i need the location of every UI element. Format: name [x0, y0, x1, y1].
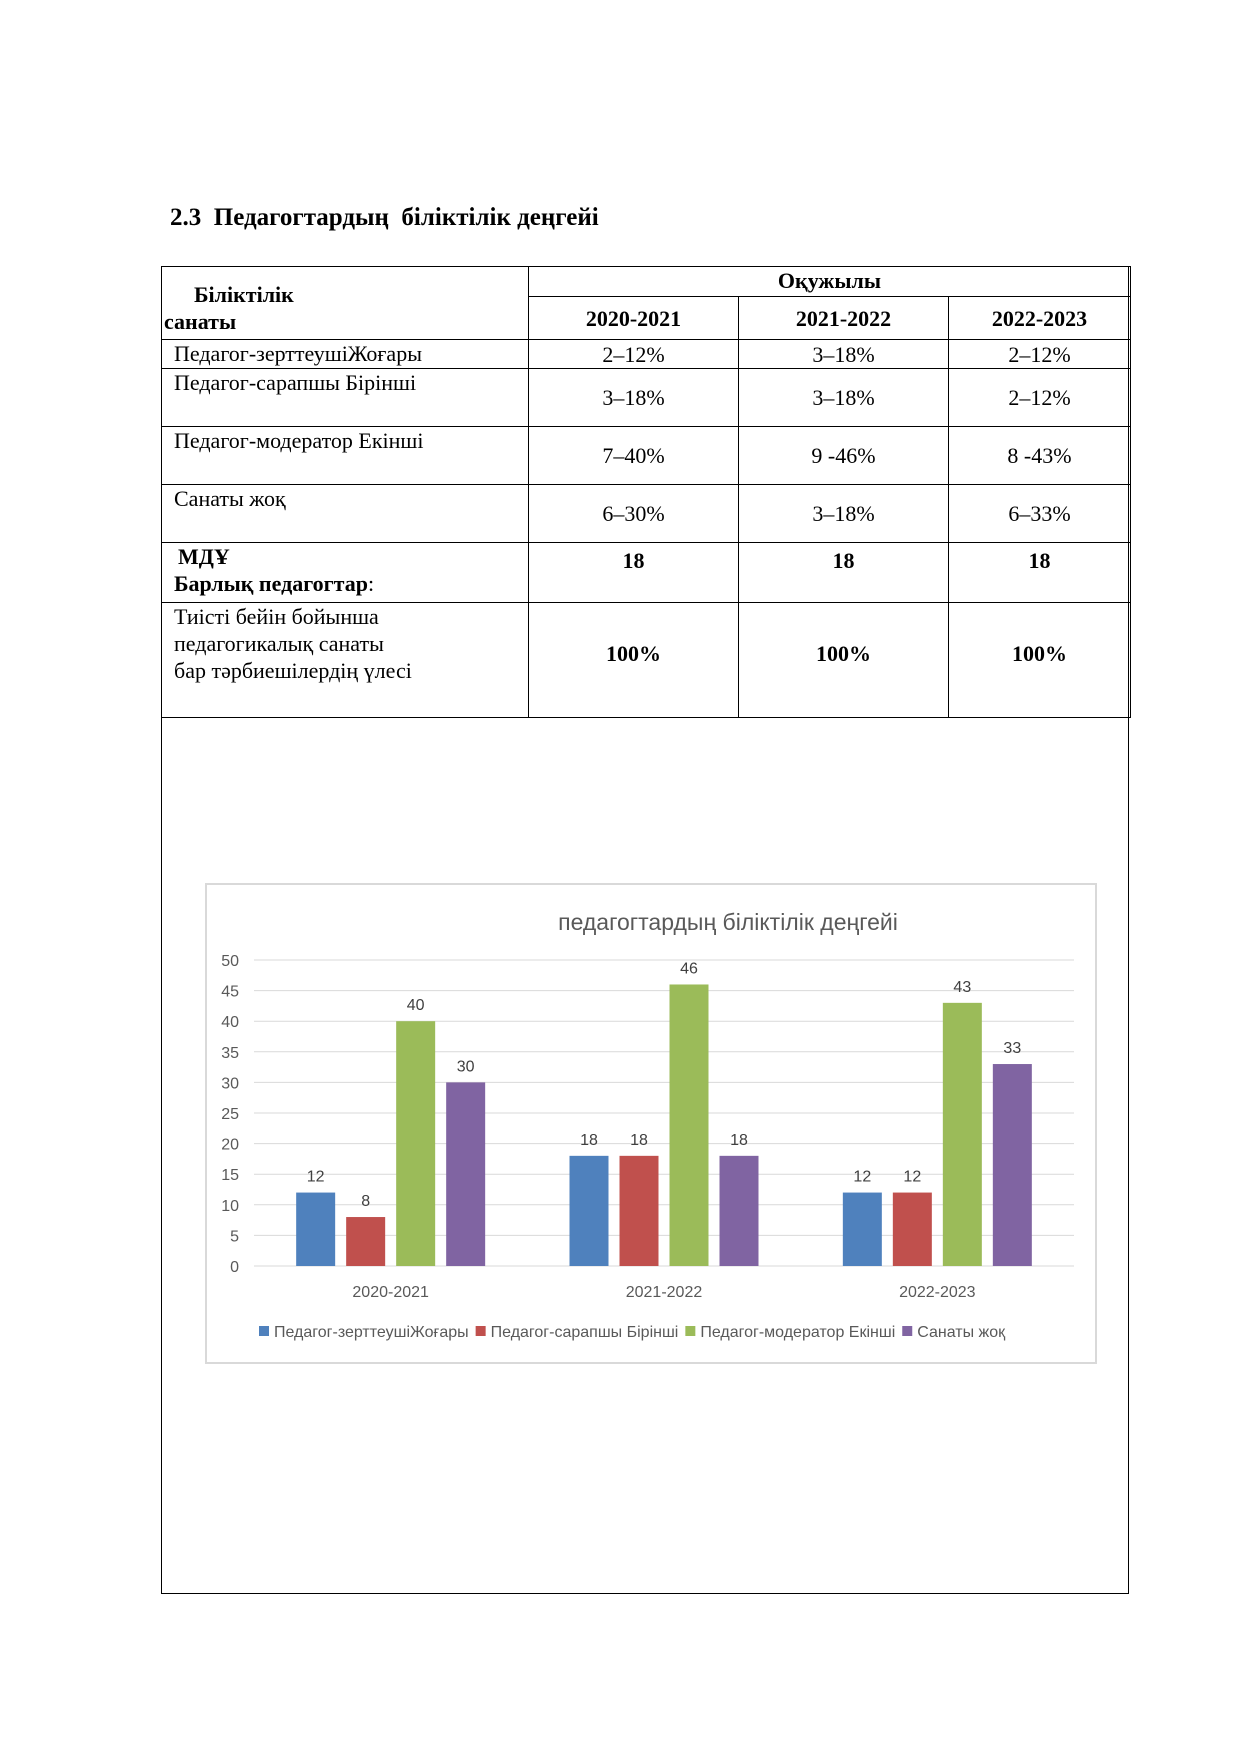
bar	[993, 1064, 1032, 1266]
y-tick-label: 40	[221, 1014, 239, 1032]
table-row	[162, 369, 1131, 427]
value-cell: 7–40%	[529, 427, 739, 485]
category-header-line1: Біліктілік	[194, 282, 294, 307]
legend-label: Педагог-зерттеушіЖоғары	[274, 1324, 469, 1341]
total-value-cell: 18	[739, 543, 949, 603]
category-cell: Педагог-модератор Екінші	[162, 427, 529, 485]
year-header: 2020-2021	[529, 297, 739, 340]
bar	[620, 1156, 659, 1266]
total-label-cell	[162, 543, 529, 603]
bar-chart	[207, 885, 1095, 1362]
data-label: 33	[1003, 1040, 1022, 1058]
legend-label: Педагог-сарапшы Бірінші	[490, 1324, 679, 1341]
data-label: 18	[630, 1131, 648, 1149]
x-tick-label: 2021-2022	[625, 1284, 703, 1301]
total-value-cell: 18	[949, 543, 1131, 603]
value-cell: 2–12%	[529, 340, 739, 369]
value-cell: 3–18%	[739, 340, 949, 369]
bar	[396, 1021, 435, 1266]
y-tick-label: 30	[221, 1075, 239, 1093]
value-cell: 6–33%	[949, 485, 1131, 543]
value-cell: 8 -43%	[949, 427, 1131, 485]
share-value-cell: 100%	[949, 603, 1131, 718]
y-tick-label: 15	[221, 1167, 239, 1185]
y-tick-label: 50	[221, 953, 239, 970]
value-cell: 2–12%	[949, 369, 1131, 427]
data-label: 12	[903, 1168, 922, 1186]
qualification-table	[161, 266, 1131, 718]
y-tick-label: 45	[221, 983, 239, 1001]
y-tick-label: 35	[221, 1044, 239, 1062]
bar	[843, 1193, 882, 1266]
category-header-line2: санаты	[164, 309, 237, 334]
x-axis-ticks	[352, 1284, 975, 1301]
total-label-line2	[174, 570, 528, 597]
year-group-header: Оқужылы	[529, 267, 1131, 297]
share-label-cell	[162, 603, 529, 718]
section-heading: 2.3 Педагогтардың біліктілік деңгейі	[170, 204, 599, 231]
legend	[259, 1324, 1006, 1341]
share-label-line1: Тиісті бейін бойынша	[174, 604, 379, 629]
data-label: 30	[456, 1058, 475, 1076]
data-label: 40	[406, 997, 425, 1015]
bar	[446, 1082, 485, 1266]
bar	[720, 1156, 759, 1266]
total-label-bold: Барлық педагогтар	[174, 571, 368, 596]
chart-container	[205, 883, 1097, 1364]
y-tick-label: 0	[230, 1259, 239, 1276]
bar	[893, 1193, 932, 1266]
table-row	[162, 340, 1131, 369]
value-cell: 3–18%	[739, 485, 949, 543]
data-label: 18	[730, 1131, 748, 1149]
table-row	[162, 485, 1131, 543]
category-cell: Санаты жоқ	[162, 485, 529, 543]
bar	[570, 1156, 609, 1266]
data-label: 12	[306, 1168, 325, 1186]
share-label-line3: бар тәрбиешілердің үлесі	[174, 658, 412, 683]
y-tick-label: 5	[230, 1228, 239, 1246]
bar	[943, 1003, 982, 1266]
bar	[296, 1193, 335, 1266]
chart-title: педагогтардың біліктілік деңгейі	[558, 909, 898, 935]
share-value-cell: 100%	[739, 603, 949, 718]
data-label: 43	[953, 978, 972, 996]
total-label-line1: МДҰ	[178, 544, 230, 569]
share-label-line2: педагогикалық санаты	[174, 631, 384, 656]
y-tick-label: 10	[221, 1197, 239, 1215]
total-value-cell: 18	[529, 543, 739, 603]
category-cell: Педагог-сарапшы Бірінші	[162, 369, 529, 427]
table-row	[162, 427, 1131, 485]
legend-swatch	[902, 1326, 912, 1336]
bar	[670, 984, 709, 1266]
x-tick-label: 2022-2023	[899, 1284, 976, 1301]
legend-swatch	[476, 1326, 486, 1336]
bar	[346, 1217, 385, 1266]
legend-label: Педагог-модератор Екінші	[700, 1324, 896, 1341]
year-header: 2021-2022	[739, 297, 949, 340]
category-cell: Педагог-зерттеушіЖоғары	[162, 340, 529, 369]
y-tick-label: 25	[221, 1106, 239, 1123]
value-cell: 3–18%	[739, 369, 949, 427]
y-axis-ticks	[221, 953, 239, 1276]
value-cell: 2–12%	[949, 340, 1131, 369]
data-label: 18	[580, 1131, 598, 1149]
data-label: 8	[361, 1193, 371, 1211]
year-header: 2022-2023	[949, 297, 1131, 340]
value-cell: 6–30%	[529, 485, 739, 543]
category-header	[162, 267, 529, 340]
legend-label: Санаты жоқ	[917, 1324, 1006, 1341]
legend-swatch	[259, 1326, 269, 1336]
legend-swatch	[685, 1326, 695, 1336]
total-row	[162, 543, 1131, 603]
value-cell: 9 -46%	[739, 427, 949, 485]
total-label-suffix: :	[367, 571, 375, 596]
value-cell: 3–18%	[529, 369, 739, 427]
share-row	[162, 603, 1131, 718]
y-tick-label: 20	[221, 1136, 239, 1154]
data-label: 12	[853, 1168, 872, 1186]
x-tick-label: 2020-2021	[352, 1284, 429, 1301]
share-value-cell: 100%	[529, 603, 739, 718]
bars	[296, 984, 1032, 1266]
data-label: 46	[680, 960, 698, 978]
